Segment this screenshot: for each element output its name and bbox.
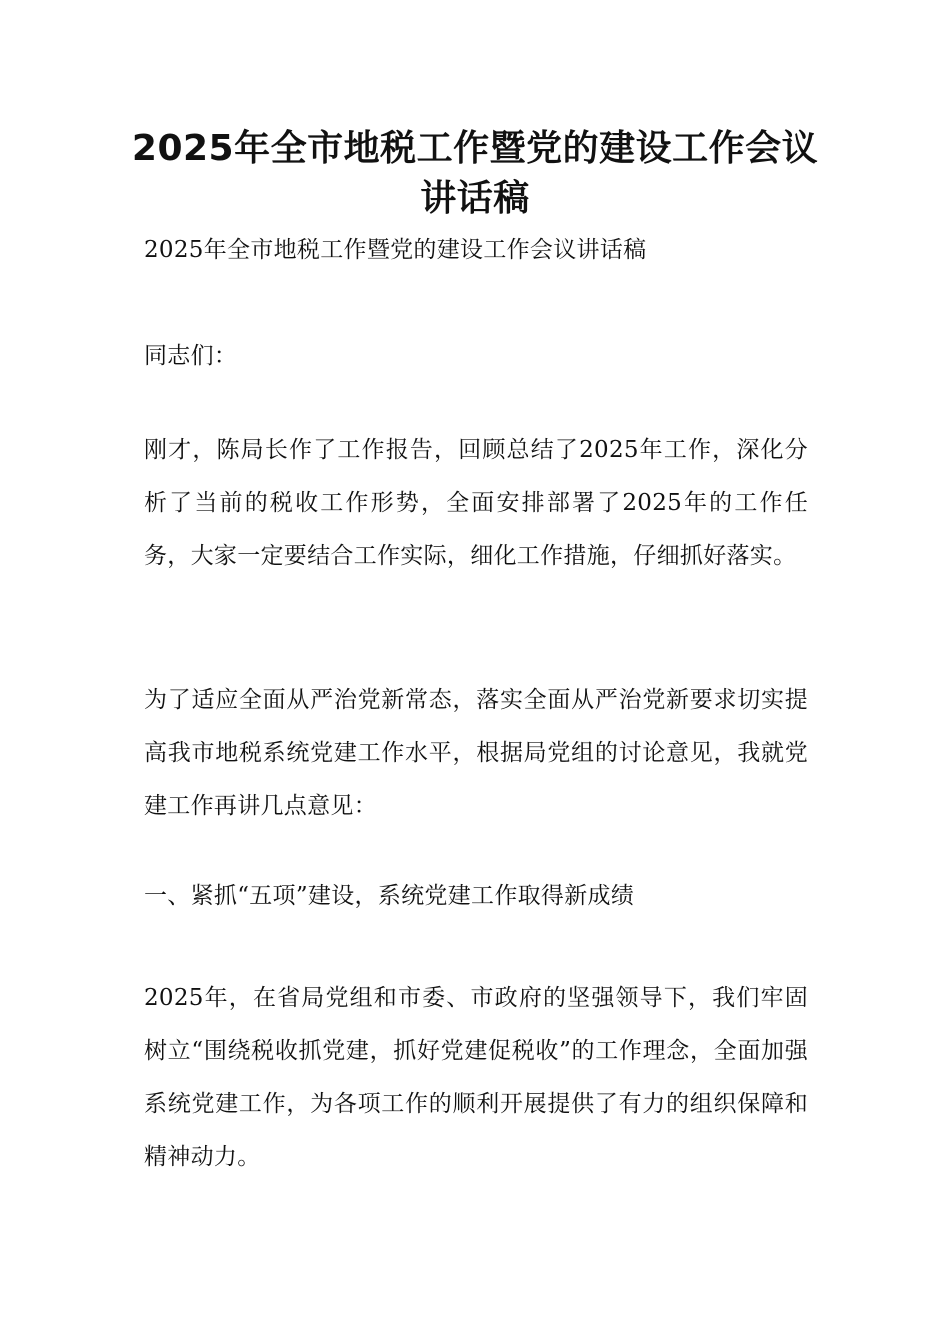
paragraph-1: 刚才，陈局长作了工作报告，回顾总结了2025年工作，深化分析了当前的税收工作形势，全面安排部署了2025年的工作任务，大家一定要结合工作实际，细化工作措施，仔细抓好落实。 (144, 437, 808, 569)
section-heading-1: 一、紧抓“五项”建设，系统党建工作取得新成绩 (144, 883, 635, 909)
document-subtitle: 2025年全市地税工作暨党的建设工作会议讲话稿 (144, 237, 647, 263)
document-title: 2025年全市地税工作暨党的建设工作会议讲话稿 (131, 128, 819, 219)
greeting: 同志们： (144, 343, 238, 369)
paragraph-3: 2025年，在省局党组和市委、市政府的坚强领导下，我们牢固树立“围绕税收抓党建，抓好党建促税收”的工作理念，全面加强系统党建工作，为各项工作的顺利开展提供了有力的组织保障和精神动力。 (144, 985, 808, 1170)
paragraph-2: 为了适应全面从严治党新常态，落实全面从严治党新要求切实提高我市地税系统党建工作水平，根据局党组的讨论意见，我就党建工作再讲几点意见： (144, 687, 808, 819)
